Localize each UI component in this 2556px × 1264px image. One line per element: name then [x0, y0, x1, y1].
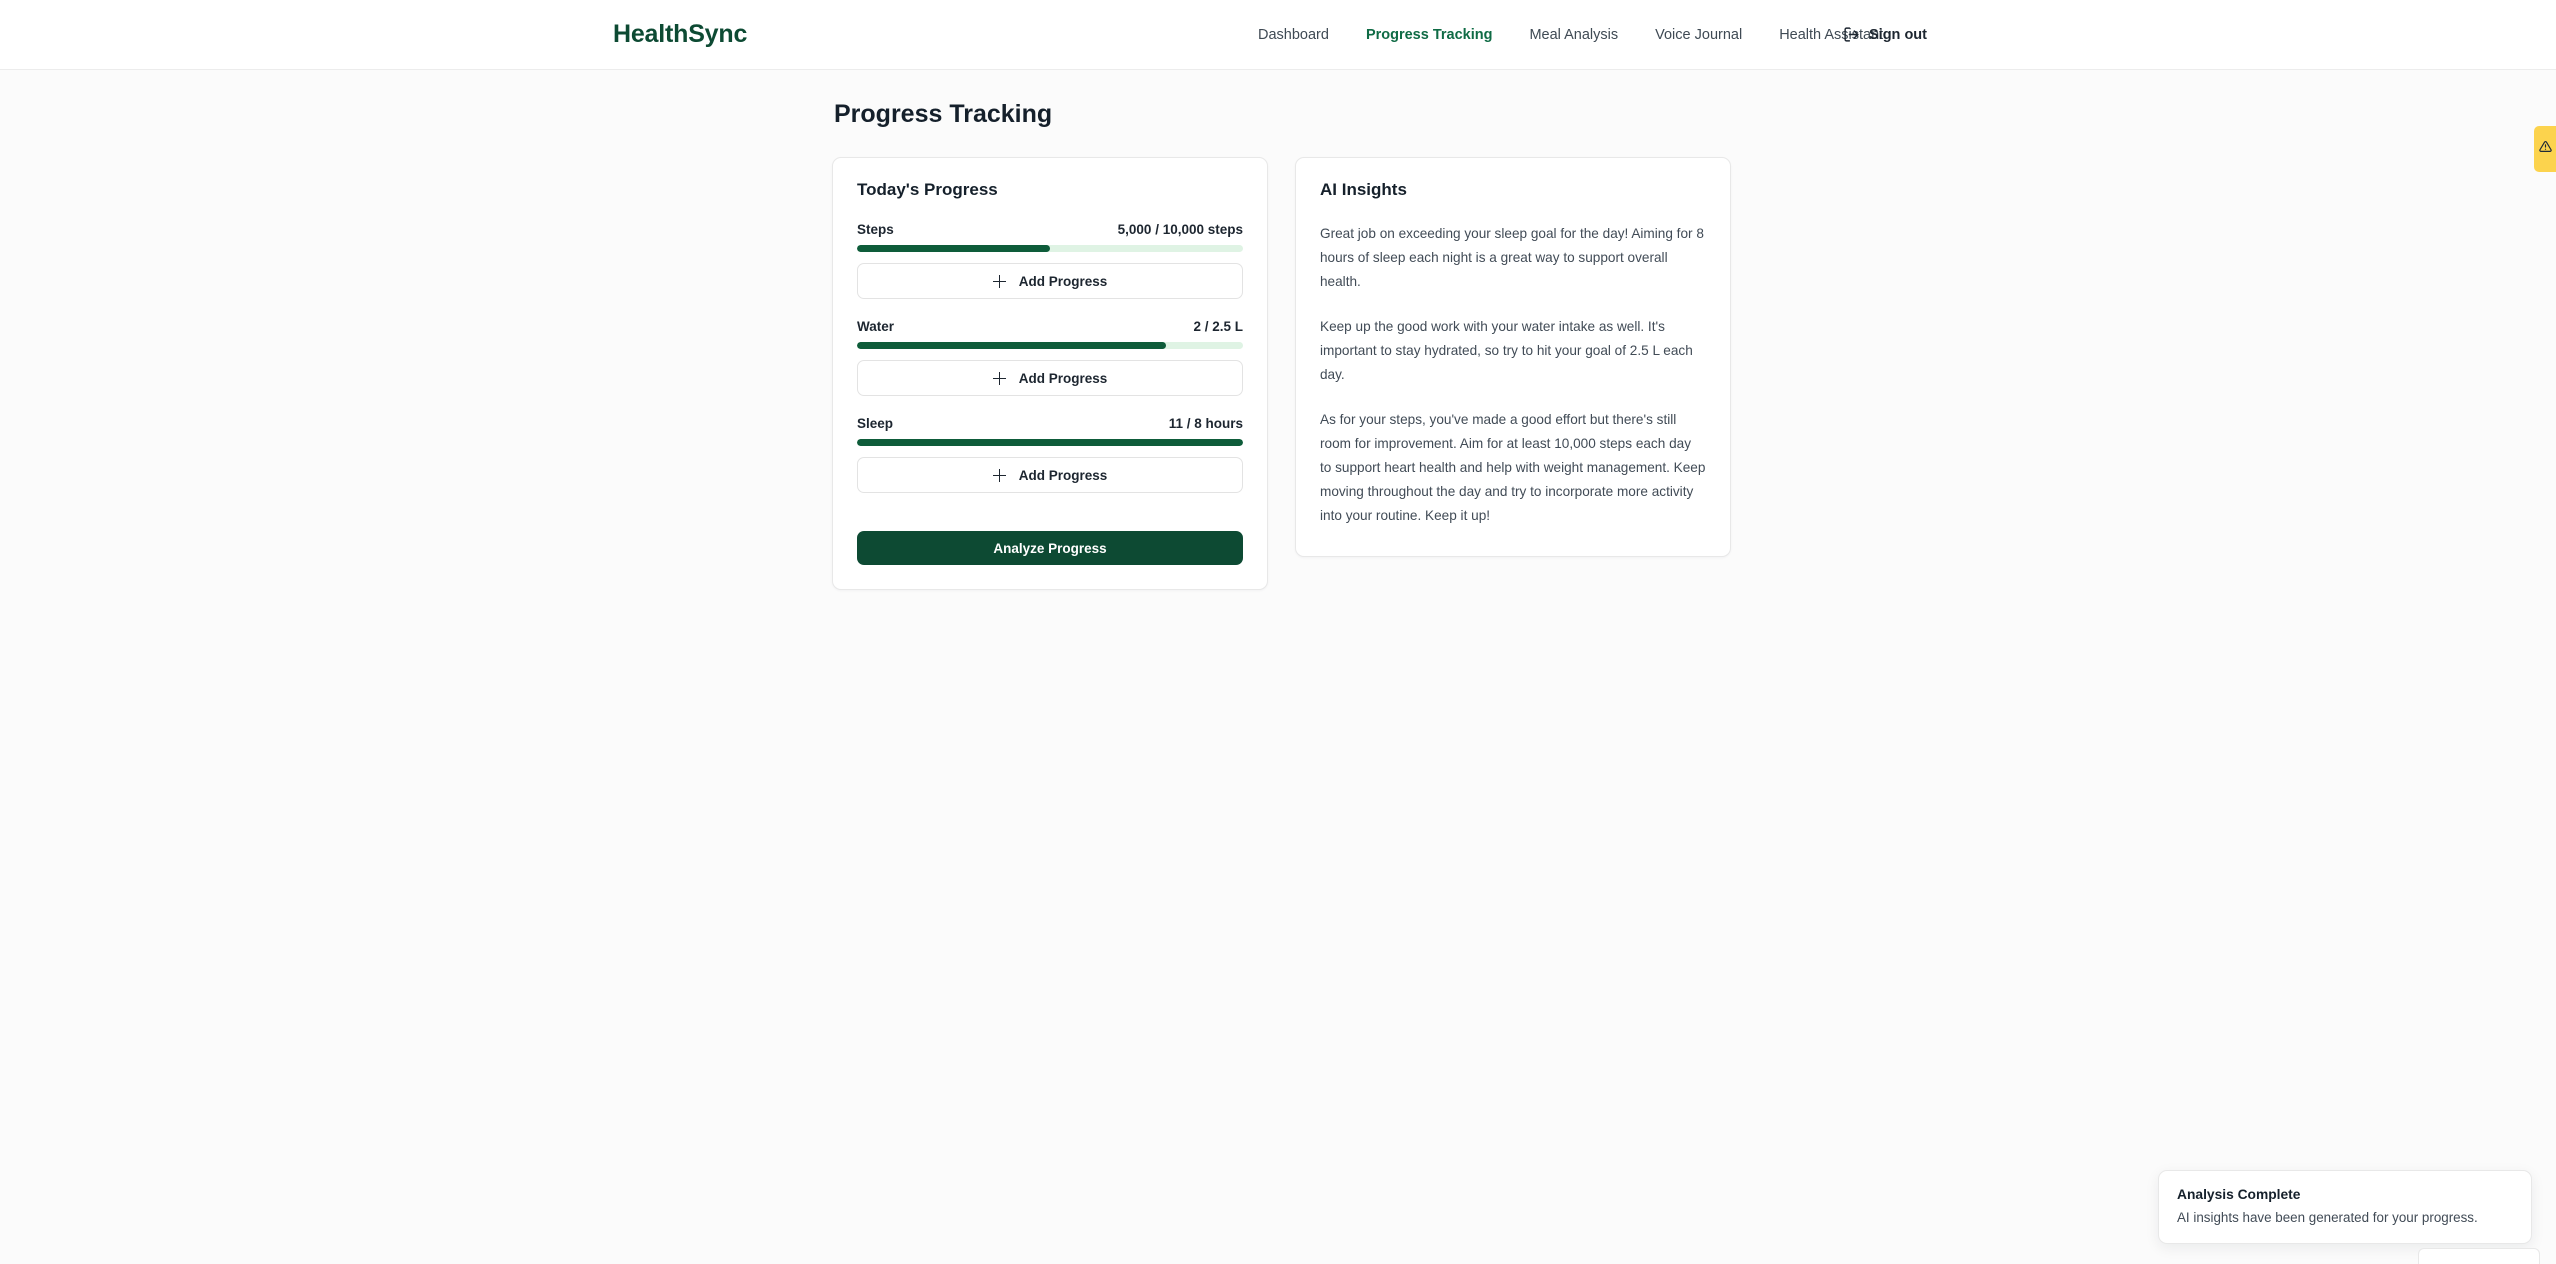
add-progress-sleep-label: Add Progress: [1018, 467, 1108, 483]
add-progress-sleep-button[interactable]: [857, 457, 1243, 493]
toast-title: Analysis Complete: [2177, 1187, 2301, 1202]
analyze-progress-button[interactable]: Analyze Progress: [857, 531, 1243, 565]
todays-progress-title: Today's Progress: [857, 180, 998, 199]
metric-sleep: [857, 416, 1243, 493]
metric-water-progress-fill: [857, 342, 1166, 349]
sign-out-icon: [1843, 26, 1860, 43]
metric-steps: [857, 222, 1243, 299]
metric-steps-progressbar: [857, 245, 1243, 252]
metric-steps-progress-fill: [857, 245, 1050, 252]
plus-icon: [993, 372, 1006, 385]
sign-out-label: Sign out: [1869, 26, 1927, 43]
plus-icon: [993, 469, 1006, 482]
ai-insight-paragraph: Great job on exceeding your sleep goal for the day! Aiming for 8 hours of sleep each night is a great way to support overall health.: [1320, 226, 1704, 289]
page-title: Progress Tracking: [834, 100, 1053, 128]
metric-sleep-value: 11 / 8 hours: [1168, 416, 1243, 431]
metric-sleep-header: [857, 416, 1243, 431]
metric-water: [857, 319, 1243, 396]
nav-link-voice-journal[interactable]: Voice Journal: [1655, 26, 1743, 43]
metric-water-header: [857, 319, 1243, 334]
ai-insights-card: [1295, 157, 1731, 557]
metric-steps-header: [857, 222, 1243, 237]
add-progress-steps-label: Add Progress: [1018, 273, 1108, 289]
warning-icon: [2539, 140, 2552, 158]
nav-link-health-assistant[interactable]: Health Assistant: [1779, 26, 1884, 43]
metric-sleep-progressbar: [857, 439, 1243, 446]
metric-water-value: 2 / 2.5 L: [1193, 319, 1243, 334]
todays-progress-card: [832, 157, 1268, 590]
toast-notification: [2158, 1170, 2532, 1244]
sign-out-button[interactable]: [1843, 26, 1927, 43]
add-progress-water-label: Add Progress: [1018, 370, 1108, 386]
ai-insight-paragraph: Keep up the good work with your water intake as well. It's important to stay hydrated, so try to hit your goal of 2.5 L each day.: [1320, 319, 1693, 382]
ai-insight-paragraph: As for your steps, you've made a good effort but there's still room for improvement. Aim for at least 10,000 steps each day to support heart health and help with weight management. Keep moving throughout the day and try to incorporate more activity into your routine. Keep it up!: [1320, 412, 1706, 523]
metric-steps-value: 5,000 / 10,000 steps: [1117, 222, 1243, 237]
add-progress-water-button[interactable]: [857, 360, 1243, 396]
metric-steps-label: Steps: [857, 222, 894, 237]
metric-water-label: Water: [857, 319, 895, 334]
top-navbar: [0, 0, 2556, 70]
nav-link-progress-tracking[interactable]: Progress Tracking: [1365, 26, 1493, 43]
nav-link-dashboard[interactable]: Dashboard: [1258, 26, 1329, 43]
bottom-panel-stub: [2418, 1248, 2540, 1264]
metric-sleep-progress-fill: [857, 439, 1243, 446]
warning-edge-tab[interactable]: [2534, 126, 2556, 172]
content-area: [832, 157, 1731, 590]
toast-message: AI insights have been generated for your progress.: [2177, 1210, 2478, 1225]
primary-nav: [1258, 27, 1883, 43]
metric-sleep-label: Sleep: [857, 416, 894, 431]
metric-water-progressbar: [857, 342, 1243, 349]
brand-logo[interactable]: HealthSync: [613, 20, 748, 48]
nav-link-meal-analysis[interactable]: Meal Analysis: [1529, 26, 1619, 43]
plus-icon: [993, 275, 1006, 288]
add-progress-steps-button[interactable]: [857, 263, 1243, 299]
ai-insights-title: AI Insights: [1320, 180, 1407, 199]
